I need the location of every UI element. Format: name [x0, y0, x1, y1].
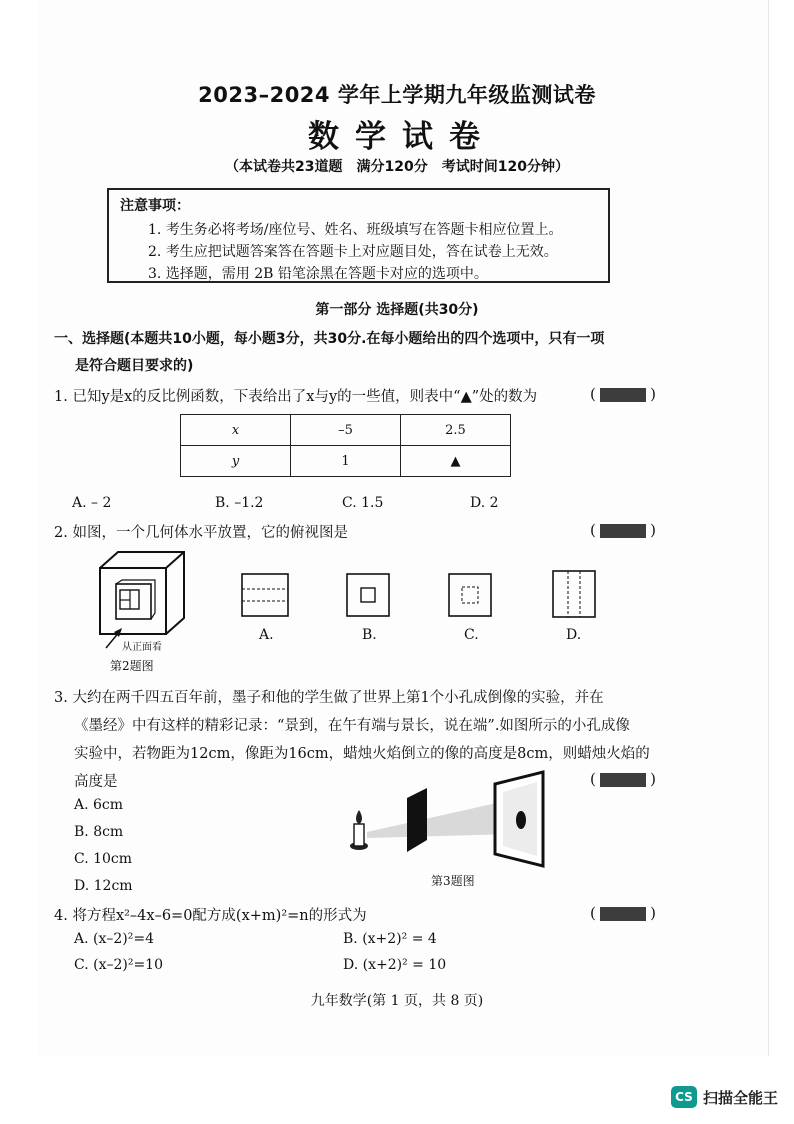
table-cell: –5	[291, 415, 401, 446]
view-arrow-icon	[104, 628, 124, 650]
table-cell: y	[181, 446, 291, 477]
redaction-block	[600, 907, 646, 921]
table-cell: ▲	[401, 446, 511, 477]
figure-3-caption: 第3题图	[431, 874, 475, 888]
subject-title: 数学试卷	[308, 119, 496, 155]
option-a: A. 6cm	[74, 797, 124, 813]
table-cell: 1	[291, 446, 401, 477]
camscanner-logo-icon: CS	[671, 1086, 697, 1108]
answer-blank-2: ( )	[590, 521, 656, 539]
answer-blank-3: ( )	[590, 770, 656, 788]
section-heading-cont: 是符合题目要求的)	[75, 358, 194, 374]
option-d: D. 12cm	[74, 878, 133, 894]
option-a: A.	[259, 627, 274, 643]
choice-d-figure	[552, 570, 596, 618]
question-1-stem: 1. 已知y是x的反比例函数，下表给出了x与y的一些值，则表中“▲”处的数为	[54, 389, 538, 405]
question-3-line: 《墨经》中有这样的精彩记录：“景到，在午有端与景长，说在端”.如图所示的小孔成像	[74, 718, 630, 734]
page-footer: 九年数学(第 1 页，共 8 页)	[310, 993, 484, 1009]
question-4-stem: 4. 将方程x²–4x–6=0配方成(x+m)²=n的形式为	[54, 908, 367, 924]
option-d: D. 2	[470, 495, 499, 511]
option-b: B. (x+2)² = 4	[343, 931, 437, 947]
notice-item: 3. 选择题，需用 2B 铅笔涂黑在答题卡对应的选项中。	[148, 266, 488, 282]
camscanner-watermark	[671, 1083, 778, 1111]
option-b: B. 8cm	[74, 824, 124, 840]
option-b: B.	[362, 627, 377, 643]
redaction-block	[600, 524, 646, 538]
choice-a-figure	[241, 573, 289, 617]
section-heading: 一、选择题(本题共10小题，每小题3分，共30分.在每小题给出的四个选项中，只有一项	[54, 331, 605, 347]
answer-blank-4: ( )	[590, 904, 656, 922]
camscanner-text: 扫描全能王	[702, 1088, 778, 1107]
exam-title: 2023–2024 学年上学期九年级监测试卷	[198, 83, 596, 107]
choice-b-figure	[346, 573, 390, 617]
notice-item: 2. 考生应把试题答案答在答题卡上对应题目处，答在试卷上无效。	[148, 244, 558, 260]
option-c: C. (x–2)²=10	[74, 957, 163, 973]
view-label: 从正面看	[122, 642, 162, 653]
question-3-line: 高度是	[74, 774, 118, 790]
option-c: C. 1.5	[342, 495, 384, 511]
option-b: B. –1.2	[215, 495, 264, 511]
notice-box	[107, 188, 610, 283]
figure-2-caption: 第2题图	[110, 659, 154, 673]
answer-blank-1: ( )	[590, 385, 656, 403]
option-a: A. (x–2)²=4	[74, 931, 154, 947]
notice-title: 注意事项：	[120, 198, 190, 214]
table-row	[181, 446, 511, 477]
option-d: D.	[566, 627, 582, 643]
redaction-block	[600, 388, 646, 402]
pinhole-experiment-figure	[345, 770, 545, 870]
table-cell: 2.5	[401, 415, 511, 446]
option-c: C.	[464, 627, 479, 643]
question-2-stem: 2. 如图，一个几何体水平放置，它的俯视图是	[54, 525, 348, 541]
option-a: A. – 2	[72, 495, 112, 511]
xy-table	[180, 414, 511, 477]
notice-item: 1. 考生务必将考场/座位号、姓名、班级填写在答题卡相应位置上。	[148, 222, 563, 238]
table-cell: x	[181, 415, 291, 446]
choice-c-figure	[448, 573, 492, 617]
option-c: C. 10cm	[74, 851, 133, 867]
exam-info: （本试卷共23道题 满分120分 考试时间120分钟）	[225, 159, 569, 175]
option-d: D. (x+2)² = 10	[343, 957, 447, 973]
table-row	[181, 415, 511, 446]
part-title: 第一部分 选择题(共30分)	[315, 302, 479, 318]
question-3-line: 3. 大约在两千四五百年前，墨子和他的学生做了世界上第1个小孔成倒像的实验，并在	[54, 690, 604, 706]
question-3-line: 实验中，若物距为12cm，像距为16cm，蜡烛火焰倒立的像的高度是8cm，则蜡烛火焰的	[74, 746, 650, 762]
redaction-block	[600, 773, 646, 787]
